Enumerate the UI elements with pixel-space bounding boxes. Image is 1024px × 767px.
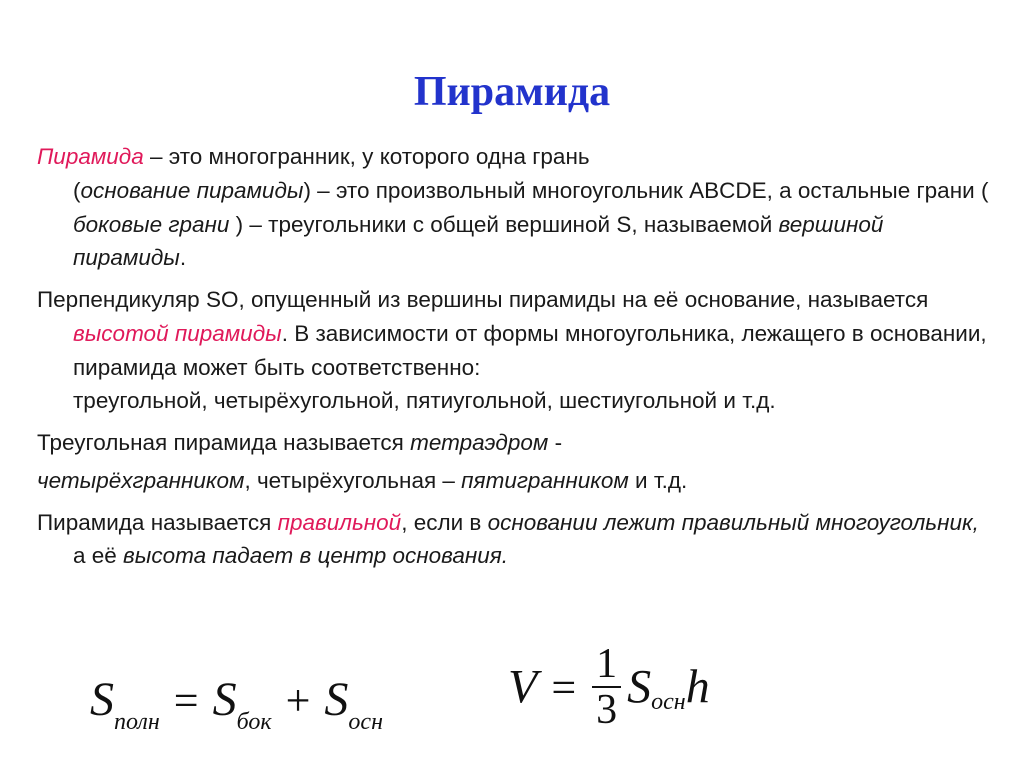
regular-pyramid-paragraph: Пирамида называется правильной, если в основании лежит правильный многоугольник, а её высота падает в центр основания.	[37, 509, 979, 569]
fraction-one-third: $\frac{1}{3}$	[592, 642, 621, 732]
term-apex: вершиной пирамиды	[73, 211, 884, 271]
term-regular: правильной	[277, 509, 402, 535]
term-lateral-faces: боковые грани	[73, 211, 230, 237]
term-tetrahedron: тетраэдром	[410, 430, 549, 455]
slide-title: Пирамида	[413, 69, 611, 115]
slide-body	[37, 140, 997, 581]
definition-paragraph: Пирамида – это многогранник, у которого одна грань (основание пирамиды) – это произвольный многоугольник ABCDE, а остальные грани ( боковые грани ) – треугольники с общей вершиной S, называемой вершиной пирамиды.	[37, 144, 989, 271]
pentahedron-paragraph: четырёхгранником, четырёхугольная – пятигранником и т.д.	[37, 467, 688, 493]
tetrahedron-paragraph: Треугольная пирамида называется тетраэдром -	[37, 430, 563, 455]
height-paragraph: Перпендикуляр SO, опущенный из вершины пирамиды на её основание, называется высотой пирамиды. В зависимости от формы многоугольника, лежащего в основании, пирамида может быть соответственно: треугольной, четырёхугольной, пятиугольной, шестиугольной и т.д.	[37, 287, 987, 414]
term-base: основание пирамиды	[80, 177, 304, 203]
term-tetrahedron-alt: четырёхгранником	[37, 467, 245, 493]
term-pentahedron: пятигранником	[461, 467, 629, 493]
volume-formula: V = $\frac{1}{3}$ Sоснh	[508, 641, 710, 734]
term-pyramid: Пирамида	[37, 144, 144, 169]
term-height: высотой пирамиды	[73, 320, 282, 346]
surface-area-formula: Sполн = Sбок + Sосн	[90, 673, 383, 735]
